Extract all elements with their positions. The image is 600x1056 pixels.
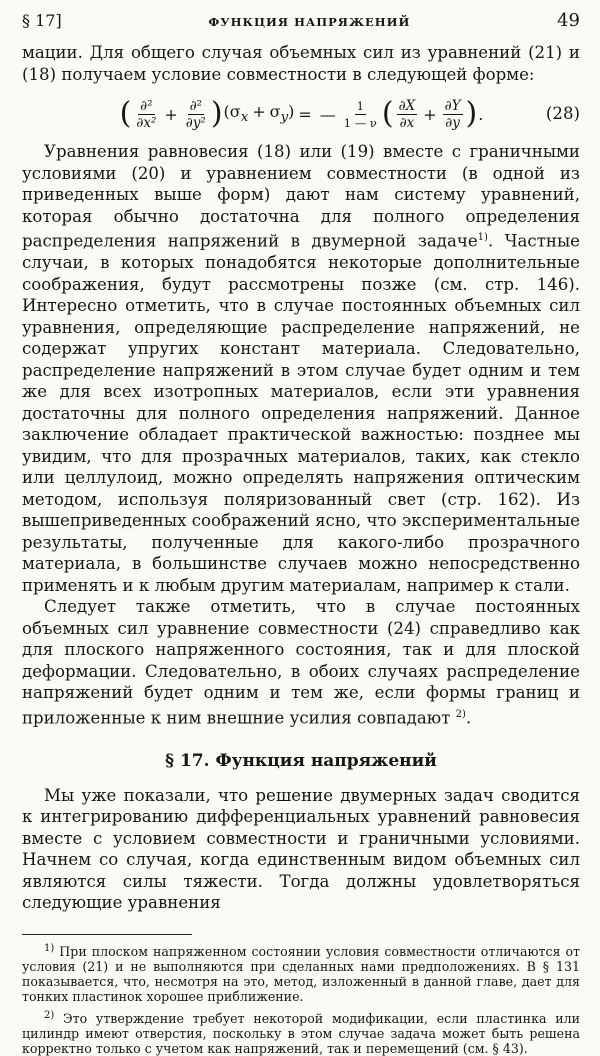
header-running-title: ФУНКЦИЯ НАПРЯЖЕНИЙ [208, 15, 411, 29]
paragraph-1: Уравнения равновесия (18) или (19) вместе с граничными условиями (20) и уравнением совместности (в одной из приведенных выше форм) дают нам систему уравнений, которая обычно достаточна для полного определения распределения напряжений в двумерной задаче$^{1)}$. Частные случаи, в которых понадобятся некоторые дополнительные соображения, будут рассмотрены позже (см. стр. 146). Интересно отметить, что в случае постоянных объемных сил уравнения, определяющие распределение напряжений, не содержат упругих констант материала. Следовательно, распределение напряжений в этом случае будет одним и тем же для всех изотропных материалов, если эти уравнения достаточны для полного определения напряжений. Данное заключение обладает практической важностью: позднее мы увидим, что для прозрачных материалов, таких, как стекло или целлулоид, можно определять напряжения оптическим методом, используя поляризованный свет (стр. 162). Из вышеприведенных соображений ясно, что экспериментальные результаты, полученные для какого-либо прозрачного материала, в большинстве случаев можно непосредственно применять и к любым другим материалам, например к стали. [22, 142, 580, 595]
sigma-sum: $(\sigma_x + \sigma_y)$ [223, 102, 295, 126]
frac-one-over-one-minus-nu: $\frac{1}{1 — \nu}$ [343, 98, 377, 130]
book-page [22, 10, 580, 1056]
section-heading: § 17. Функция напряжений [165, 750, 437, 771]
paragraph-intro: мации. Для общего случая объемных сил из уравнений (21) и (18) получаем условие совместности в следующей форме: [22, 43, 580, 84]
footnote-ref-1[interactable]: 1) [477, 232, 488, 243]
footnote-divider [22, 934, 192, 935]
footnote-ref-2[interactable]: 2) [455, 708, 466, 720]
frac-dX-dx: $\frac{\partial X}{\partial x}$ [398, 97, 416, 131]
paren-close-2: ) [465, 96, 478, 131]
footnote-1: $^{1)}$ При плоском напряженном состоянии условия совместности отличаются от условия (21) и не выполняются при сделанных нами предположениях. В § 131 показывается, что, несмотря на это, метод, изложенный в данной главе, дает для тонких пластинок хорошее приближение. [22, 942, 580, 1004]
equation-number: (28) [545, 104, 580, 123]
header-section-ref: § 17] [22, 11, 62, 30]
equation-28: ( $\frac{\text{∂²}}{\text{∂x²}}$ + $\frac{\text{∂²}}{\text{∂y²}}$ ) $(\sigma_x + \sigma_y)$ = — $\frac{1}{1 — \nu}$ ( $\frac{\partial X}{\partial x}$ + $\frac{\partial Y}{\partial y}$ ) . (28) [119, 96, 580, 131]
running-head [22, 10, 580, 42]
paren-close: ) [210, 96, 223, 131]
paren-open-2: ( [381, 96, 394, 131]
paren-open: ( [119, 96, 132, 131]
frac-d2-dx2: $\frac{\text{∂²}}{\text{∂x²}}$ [136, 97, 157, 131]
paragraph-2: Следует также отметить, что в случае постоянных объемных сил уравнение совместности (24) справедливо как для плоского напряженного состояния, так и для плоской деформации. Следовательно, в обоих случаях распределение напряжений будет одним и тем же, если формы границ и приложенные к ним внешние усилия совпадают $^{2)}$. [22, 597, 580, 728]
frac-dY-dy: $\frac{\partial Y}{\partial y}$ [444, 97, 461, 131]
frac-d2-dy2: $\frac{\text{∂²}}{\text{∂y²}}$ [185, 97, 206, 131]
footnote-2: $^{2)}$ Это утверждение требует некоторой модификации, если пластинка или цилиндр имеют отверстия, поскольку в этом случае задача может быть решена корректно только с учетом как напряжений, так и перемещений (см. § 43). [22, 1009, 580, 1056]
page-number: 49 [557, 10, 580, 31]
paragraph-3: Мы уже показали, что решение двумерных задач сводится к интегрированию дифференциальных уравнений равновесия вместе с условием совместности и граничными условиями. Начнем со случая, когда единственным видом объемных сил являются силы тяжести. Тогда должны удовлетворяться следующие уравнения [22, 785, 580, 913]
